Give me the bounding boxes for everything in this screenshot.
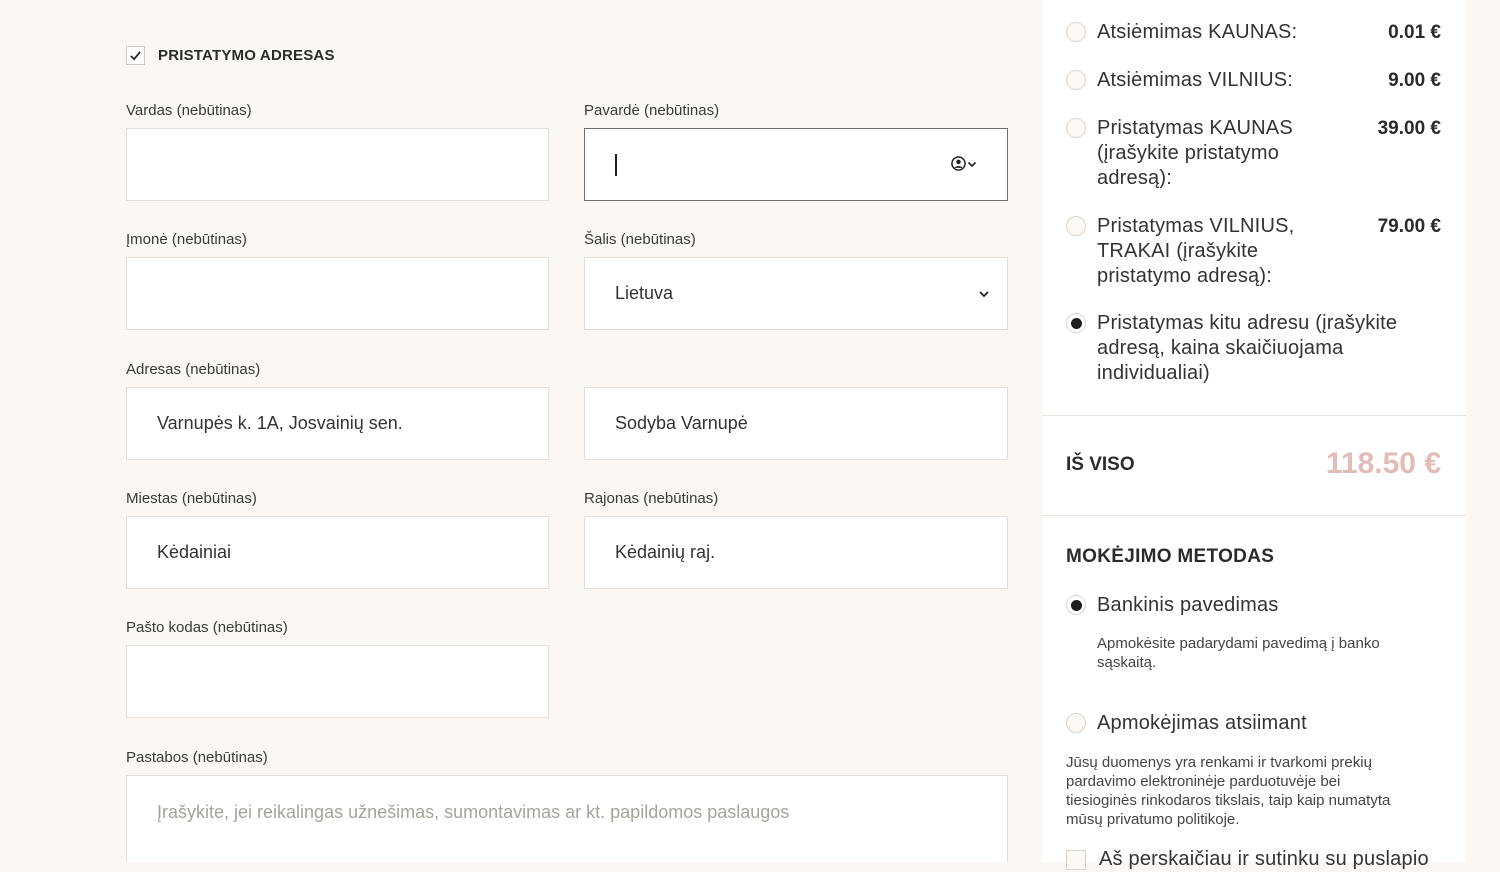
vardas-input[interactable] (126, 128, 549, 201)
miestas-label: Miestas (nebūtinas) (126, 490, 257, 507)
payment-option-label[interactable]: Bankinis pavedimas (1097, 594, 1279, 616)
pastabos-placeholder: Įrašykite, jei reikalingas užnešimas, sumontavimas ar kt. papildomos paslaugos (157, 802, 790, 822)
payment-method-title: MOKĖJIMO METODAS (1066, 546, 1275, 567)
shipping-option-label[interactable]: Atsiėmimas VILNIUS: (1097, 69, 1294, 91)
shipping-address-checkbox[interactable] (126, 46, 145, 65)
rajonas-input[interactable]: Kėdainių raj. (584, 516, 1008, 589)
miestas-input[interactable]: Kėdainiai (126, 516, 549, 589)
shipping-radio-kaunas-delivery[interactable] (1066, 118, 1086, 138)
salis-label: Šalis (nebūtinas) (584, 231, 696, 248)
shipping-option-label[interactable]: Pristatymas VILNIUS, TRAKAI (įrašykite pristatymo adresą): (1097, 215, 1295, 287)
imone-input[interactable] (126, 257, 549, 330)
terms-label[interactable]: Aš perskaičiau ir sutinku su puslapio (1099, 848, 1429, 870)
checkmark-icon (129, 49, 142, 62)
salis-select[interactable] (584, 257, 1008, 330)
chevron-down-icon (977, 287, 991, 301)
imone-label: Įmonė (nebūtinas) (126, 231, 247, 248)
total-value: 118.50 € (1325, 447, 1441, 480)
shipping-option-label[interactable]: Atsiėmimas KAUNAS: (1097, 21, 1298, 43)
autofill-contact-icon[interactable] (951, 156, 977, 171)
payment-radio-bank-transfer[interactable] (1066, 595, 1086, 615)
text-caret (615, 154, 617, 176)
section-title: PRISTATYMO ADRESAS (158, 47, 335, 64)
payment-option-description: Apmokėsite padarydami pavedimą į banko sąskaitą. (1097, 635, 1380, 671)
pastabos-label: Pastabos (nebūtinas) (126, 749, 268, 766)
pavarde-input[interactable] (584, 128, 1008, 201)
privacy-notice: Jūsų duomenys yra renkami ir tvarkomi prekių pardavimo elektroninėje parduotuvėje bei tiesioginės rinkodaros tikslais, taip kaip numatyta mūsų privatumo politikoje. (1066, 754, 1391, 828)
shipping-radio-vilnius-delivery[interactable] (1066, 216, 1086, 236)
shipping-option-price: 0.01 € (1388, 22, 1441, 43)
vardas-label: Vardas (nebūtinas) (126, 102, 252, 119)
shipping-option-label[interactable]: Pristatymas kitu adresu (įrašykite adresą, kaina skaičiuojama individualiai) (1097, 312, 1398, 384)
shipping-radio-other-address[interactable] (1066, 313, 1086, 333)
pasto-kodas-label: Pašto kodas (nebūtinas) (126, 619, 288, 636)
shipping-option-label[interactable]: Pristatymas KAUNAS (įrašykite pristatymo adresą): (1097, 117, 1293, 189)
pavarde-label: Pavardė (nebūtinas) (584, 102, 720, 119)
payment-radio-cash-on-pickup[interactable] (1066, 713, 1086, 733)
shipping-radio-kaunas-pickup[interactable] (1066, 22, 1086, 42)
shipping-option-price: 9.00 € (1388, 70, 1441, 91)
adresas-line2-input[interactable]: Sodyba Varnupė (584, 387, 1008, 460)
pastabos-textarea[interactable] (126, 775, 1008, 862)
total-label: IŠ VISO (1066, 454, 1135, 475)
pasto-kodas-input[interactable] (126, 645, 549, 718)
adresas-label: Adresas (nebūtinas) (126, 361, 261, 378)
shipping-radio-vilnius-pickup[interactable] (1066, 70, 1086, 90)
shipping-option-price: 39.00 € (1377, 118, 1441, 139)
divider (1043, 415, 1466, 416)
divider (1043, 515, 1466, 516)
adresas-input[interactable]: Varnupės k. 1A, Josvainių sen. (126, 387, 549, 460)
rajonas-label: Rajonas (nebūtinas) (584, 490, 719, 507)
shipping-option-price: 79.00 € (1377, 216, 1441, 237)
payment-option-label[interactable]: Apmokėjimas atsiimant (1097, 712, 1307, 734)
terms-checkbox[interactable] (1066, 850, 1086, 870)
salis-selected-value: Lietuva (615, 283, 674, 303)
